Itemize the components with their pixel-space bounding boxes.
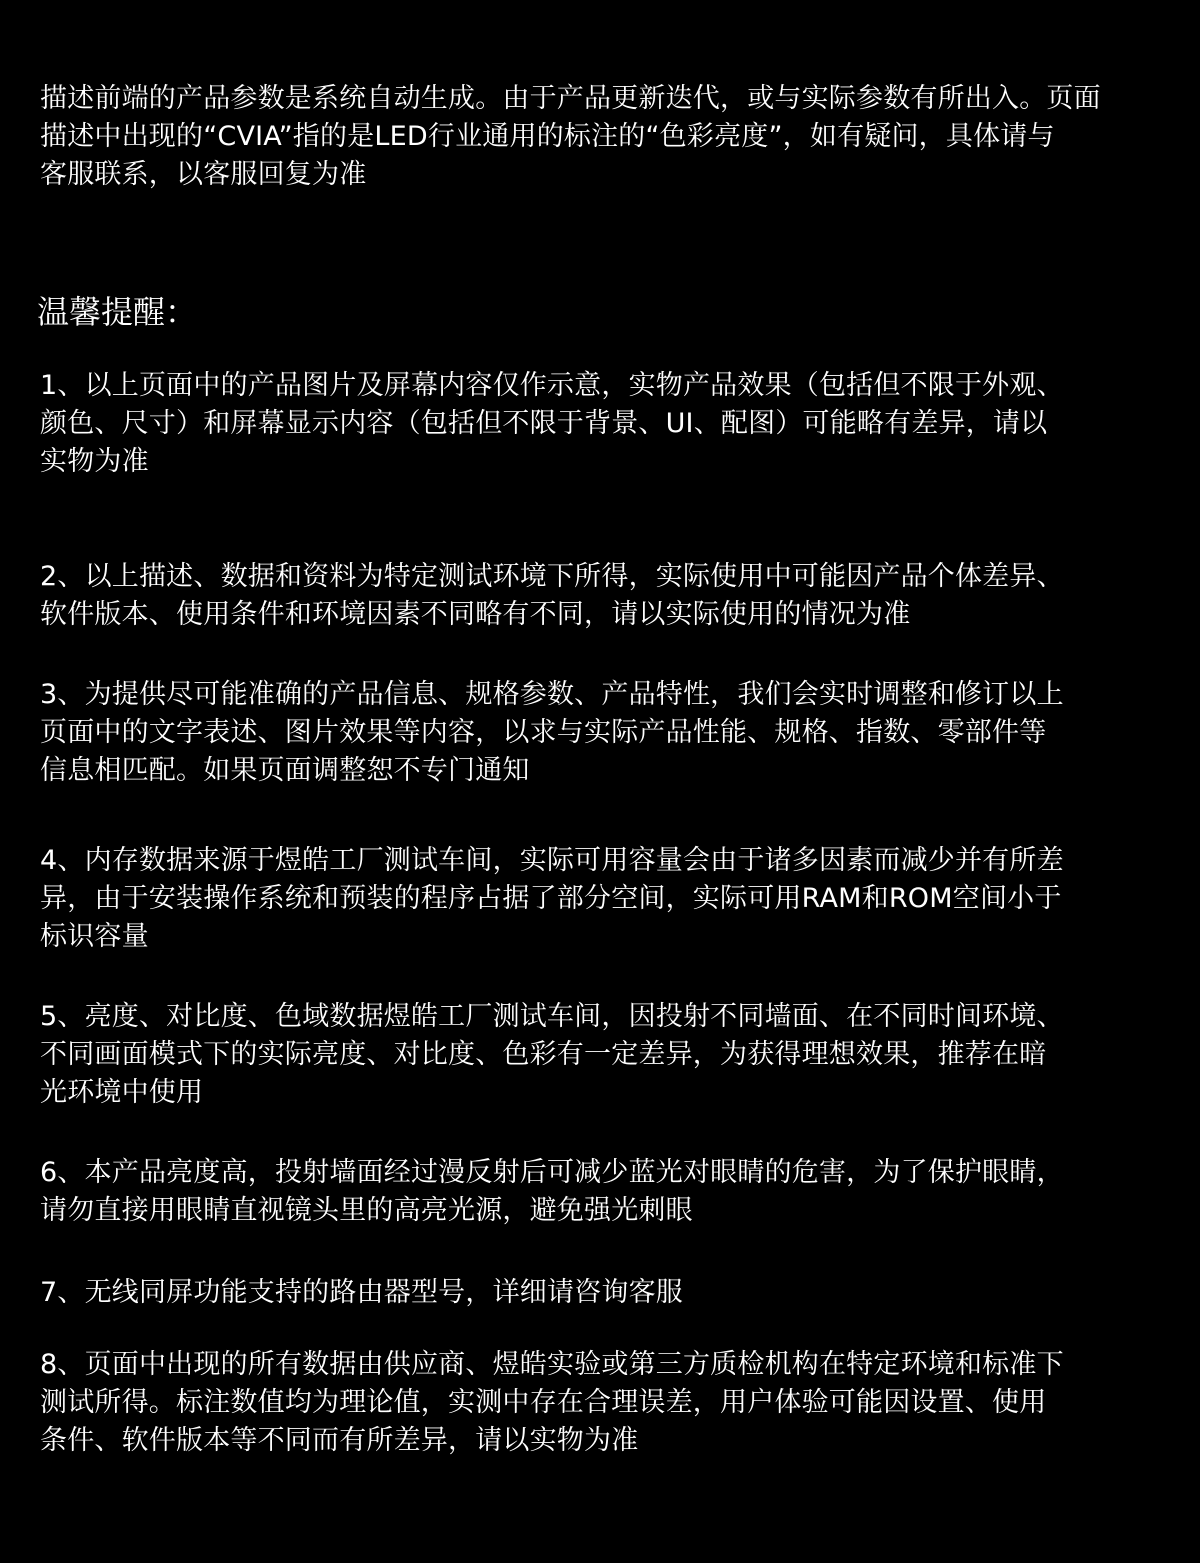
note-item-7: 7、无线同屏功能支持的路由器型号，详细请咨询客服 (40, 1277, 683, 1308)
note-item-6: 6、本产品亮度高，投射墙面经过漫反射后可减少蓝光对眼睛的危害，为了保护眼睛， 请勿直接用眼睛直视镜头里的高亮光源，避免强光刺眼 (40, 1157, 1064, 1226)
note-item-8: 8、页面中出现的所有数据由供应商、煜皓实验或第三方质检机构在特定环境和标准下 测试所得。标注数值均为理论值，实测中存在合理误差，用户体验可能因设置、使用 条件、软件版本等不同而有所差异，请以实物为准 (40, 1349, 1064, 1456)
note-item-1: 1、以上页面中的产品图片及屏幕内容仅作示意，实物产品效果（包括但不限于外观、 颜色、尺寸）和屏幕显示内容（包括但不限于背景、UI、配图）可能略有差异，请以 实物为准 (40, 370, 1064, 477)
notice-title: 温馨提醒： (37, 293, 198, 331)
note-item-3: 3、为提供尽可能准确的产品信息、规格参数、产品特性，我们会实时调整和修订以上 页面中的文字表述、图片效果等内容，以求与实际产品性能、规格、指数、零部件等 信息相匹配。如果页面调整恕不专门通知 (40, 679, 1064, 786)
intro-paragraph: 描述前端的产品参数是系统自动生成。由于产品更新迭代，或与实际参数有所出入。页面 描述中出现的“CVIA”指的是LED行业通用的标注的“色彩亮度”，如有疑问，具体请与 客服联系，以客服回复为准 (40, 83, 1101, 190)
note-item-5: 5、亮度、对比度、色域数据煜皓工厂测试车间，因投射不同墙面、在不同时间环境、 不同画面模式下的实际亮度、对比度、色彩有一定差异，为获得理想效果，推荐在暗 光环境中使用 (40, 1001, 1064, 1108)
note-item-4: 4、内存数据来源于煜皓工厂测试车间，实际可用容量会由于诸多因素而减少并有所差 异，由于安装操作系统和预装的程序占据了部分空间，实际可用RAM和ROM空间小于 标识容量 (40, 845, 1064, 952)
note-item-2: 2、以上描述、数据和资料为特定测试环境下所得，实际使用中可能因产品个体差异、 软件版本、使用条件和环境因素不同略有不同，请以实际使用的情况为准 (40, 561, 1064, 630)
